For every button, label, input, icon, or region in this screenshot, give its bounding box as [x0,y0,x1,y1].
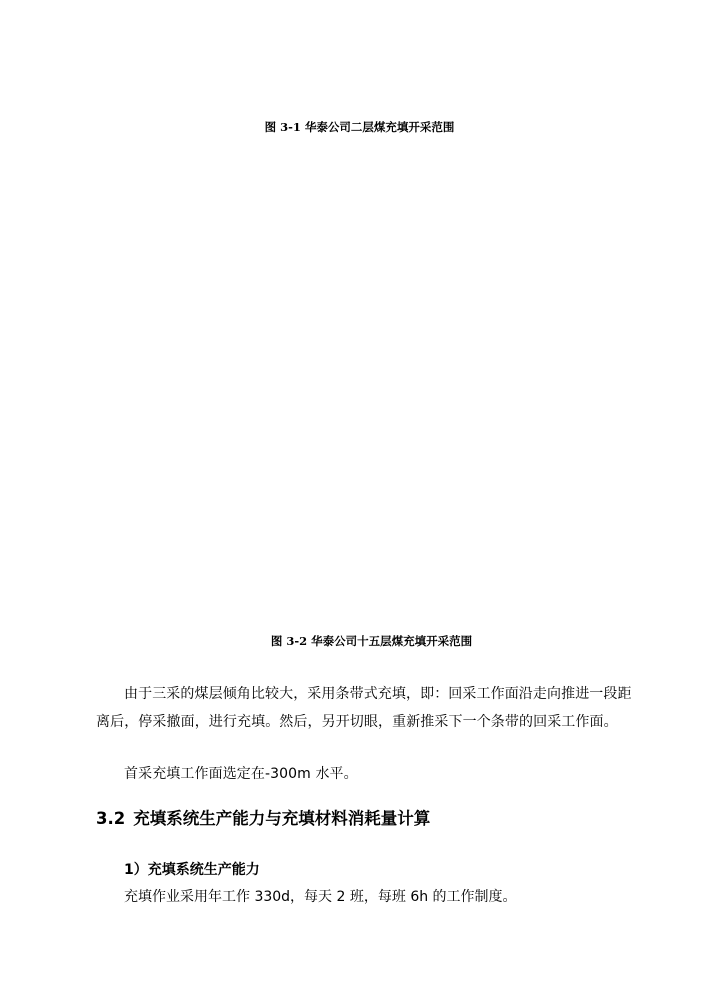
body-paragraph-first-face: 首采充填工作面选定在-300m 水平。 [124,766,358,782]
figure-caption-3-2: 图 3-2 华泰公司十五层煤充填开采范围 [270,634,473,648]
section-title: 充填系统生产能力与充填材料消耗量计算 [133,809,431,828]
section-number: 3.2 [96,809,126,828]
subsection-heading: 1）充填系统生产能力 [124,862,260,878]
section-heading [96,807,430,831]
body-paragraph-strip-filling: 由于三采的煤层倾角比较大，采用条带式充填，即：回采工作面沿走向推进一段距离后，停采撤面，进行充填。然后，另开切眼，重新推采下一个条带的回采工作面。 [96,686,632,730]
subsection-body-text: 充填作业采用年工作 330d，每天 2 班，每班 6h 的工作制度。 [124,889,517,905]
figure-caption-3-1: 图 3-1 华泰公司二层煤充填开采范围 [264,120,455,134]
